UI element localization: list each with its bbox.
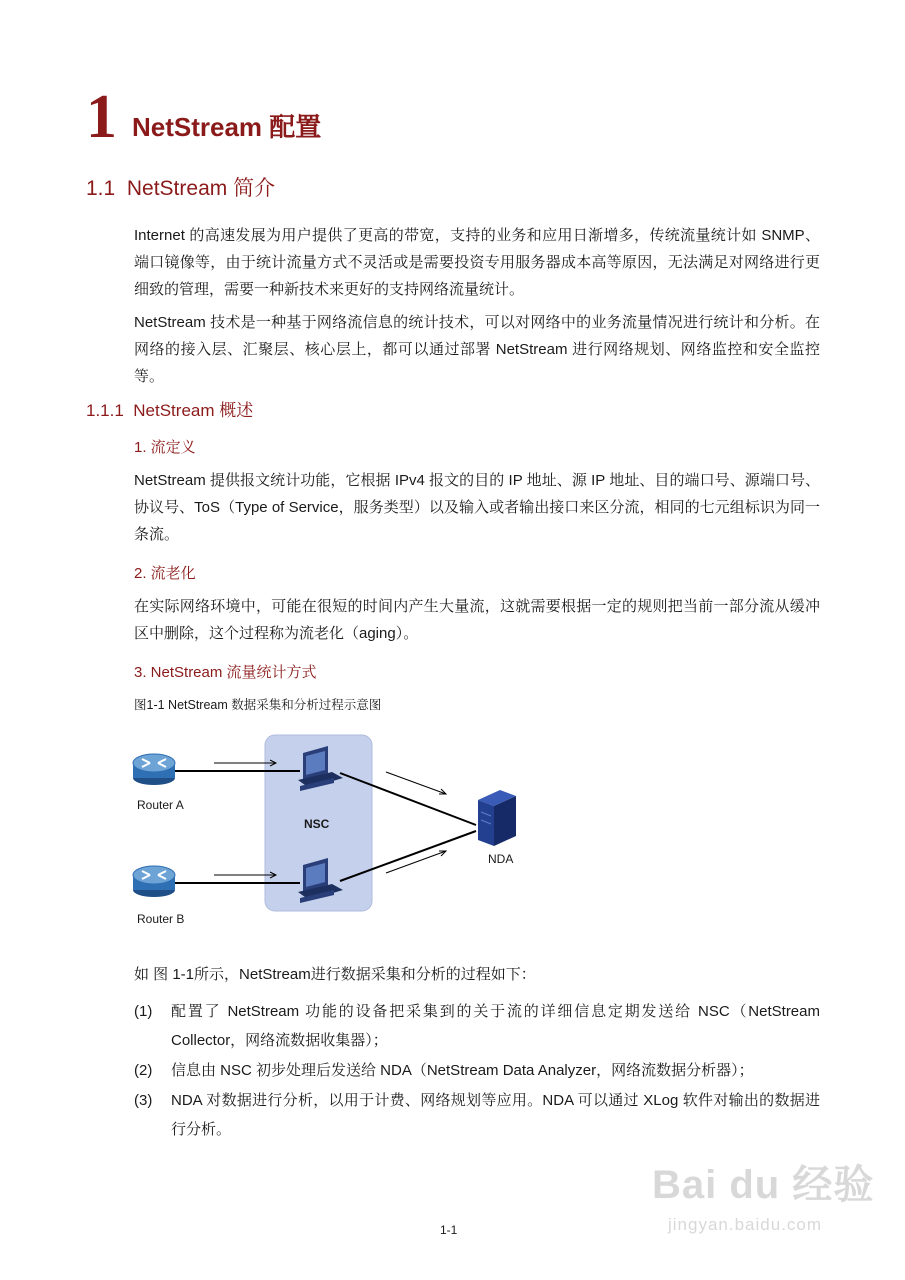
diagram-svg [128,728,548,938]
intro-paragraph-2: NetStream 技术是一种基于网络流信息的统计技术，可以对网络中的业务流量情况进行统计和分析。在网络的接入层、汇聚层、核心层上，都可以通过部署 NetStream 进行网络规划、网络监控和安全监控等。 [134,314,820,385]
page-number: 1-1 [440,1223,458,1237]
router-b-icon [133,866,175,897]
nda-label: NDA [488,852,514,866]
flow-arrow-d [386,851,446,873]
subsection-heading [86,398,253,424]
section-heading [86,174,275,204]
nsc-label: NSC [304,817,330,831]
watermark-brand: Bai du 经验 [652,1163,875,1207]
section-number: 1.1 [86,177,116,200]
subsection-title: NetStream 概述 [133,401,254,420]
section-title: NetStream 简介 [126,177,276,200]
router-a-label: Router A [137,798,184,812]
flow-arrow-c [386,772,446,794]
chapter-number: 1 [86,83,117,151]
intro-paragraph-1: Internet 的高速发展为用户提供了更高的带宽，支持的业务和应用日渐增多，传统流量统计如 SNMP、端口镜像等，由于统计流量方式不灵活或是需要投资专用服务器成本高等原因，无法满足对网络进行更细致的管理，需要一种新技术来更好的支持网络流量统计。 [134,227,820,298]
figure-caption: 图1-1 NetStream 数据采集和分析过程示意图 [134,698,382,712]
item-text-flow-definition: NetStream 提供报文统计功能，它根据 IPv4 报文的目的 IP 地址、源 IP 地址、目的端口号、源端口号、协议号、ToS（Type of Service，服务类型）以及输入或者输出接口来区分流，相同的七元组标识为同一条流。 [134,472,820,543]
step-number: (2) [134,1062,153,1079]
nda-server-icon [478,790,516,846]
process-intro: 如 图 1-1所示，NetStream进行数据采集和分析的过程如下： [134,966,536,983]
item-text-flow-aging: 在实际网络环境中，可能在很短的时间内产生大量流，这就需要根据一定的规则把当前一部分流从缓冲区中删除，这个过程称为流老化（aging）。 [134,598,820,642]
router-a-icon [133,754,175,785]
netstream-diagram [128,728,548,938]
step-text: 配置了 NetStream 功能的设备把采集到的关于流的详细信息定期发送给 NSC（NetStream Collector，网络流数据收集器）； [171,1003,820,1049]
chapter-title: NetStream 配置 [132,112,322,142]
item-heading-flow-aging: 2. 流老化 [134,565,196,582]
item-heading-flow-definition: 1. 流定义 [134,439,196,456]
watermark-url: jingyan.baidu.com [668,1215,823,1234]
router-b-label: Router B [137,912,185,926]
subsection-number: 1.1.1 [86,401,124,420]
step-number: (3) [134,1092,153,1109]
step-text: NDA 对数据进行分析，以用于计费、网络规划等应用。NDA 可以通过 XLog 软件对输出的数据进行分析。 [171,1092,820,1138]
step-text: 信息由 NSC 初步处理后发送给 NDA（NetStream Data Analyzer，网络流数据分析器）； [171,1062,754,1079]
step-number: (1) [134,1003,153,1020]
item-heading-statistics-method: 3. NetStream 流量统计方式 [134,664,317,681]
